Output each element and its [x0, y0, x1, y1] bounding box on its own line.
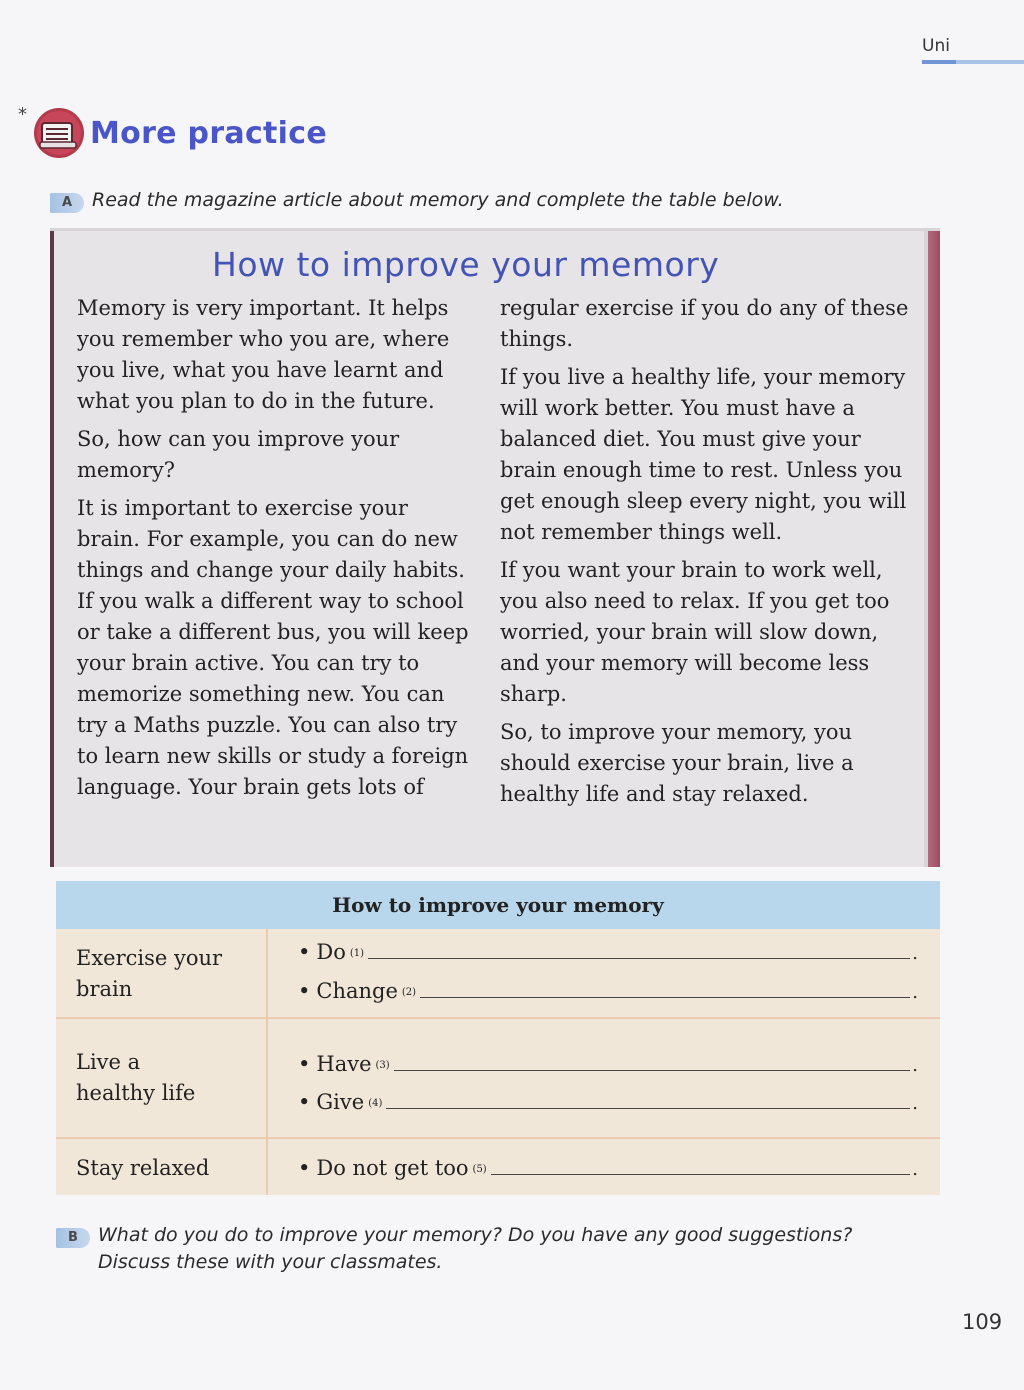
- item-text: Do not get too: [316, 1156, 469, 1180]
- answer-blank-5[interactable]: [491, 1154, 911, 1175]
- book-icon: [32, 106, 86, 160]
- answer-blank-2[interactable]: [420, 977, 910, 998]
- answer-blank-3[interactable]: [394, 1050, 911, 1071]
- bullet: •: [298, 979, 311, 1003]
- category-line: Stay relaxed: [76, 1156, 210, 1180]
- blank-number: (5): [472, 1164, 487, 1175]
- page-number: 109: [962, 1310, 1003, 1334]
- task-b-instruction: What do you do to improve your memory? Do you have any good suggestions? Discuss these with your classmates.: [98, 1224, 853, 1273]
- task-b-badge: B: [56, 1228, 90, 1248]
- item-end: .: [912, 1055, 918, 1076]
- table-category: [76, 1047, 195, 1109]
- item-end: .: [912, 943, 918, 964]
- unit-tab: Uni: [922, 36, 950, 56]
- article-panel: [50, 228, 940, 867]
- section-title: More practice: [90, 116, 328, 151]
- article-paragraph: It is important to exercise your brain. For example, you can do new things and change your daily habits. If you walk a different way to school or take a different bus, you will keep your brain active. You can try to memorize something new. You can try a Maths puzzle. You can also try to learn new skills or study a foreign language. Your brain gets lots of: [77, 496, 469, 799]
- category-line: Live a: [76, 1050, 141, 1074]
- bullet: •: [298, 1156, 311, 1180]
- bullet: •: [298, 1052, 311, 1076]
- section-star: *: [18, 104, 27, 125]
- table-row: [56, 1017, 940, 1139]
- item-text: Change: [316, 979, 398, 1003]
- item-end: .: [912, 982, 918, 1003]
- blank-number: (4): [368, 1098, 383, 1109]
- blank-number: (3): [375, 1060, 390, 1071]
- article-right-column: [500, 293, 910, 817]
- table-row: [56, 1137, 940, 1197]
- category-line: brain: [76, 977, 133, 1001]
- item-text: Give: [316, 1090, 365, 1114]
- task-a-instruction: Read the magazine article about memory and complete the table below.: [92, 189, 784, 211]
- unit-tab-underline: [922, 60, 1024, 64]
- blank-number: (2): [401, 987, 417, 998]
- article-paragraph: regular exercise if you do any of these things.: [500, 296, 909, 351]
- item-text: Do: [316, 940, 346, 964]
- article-title: How to improve your memory: [212, 245, 720, 284]
- article-paragraph: If you want your brain to work well, you also need to relax. If you get too worried, your brain will slow down, and your memory will become less sharp.: [500, 558, 890, 706]
- table-category: [76, 943, 222, 1005]
- article-paragraph: So, to improve your memory, you should exercise your brain, live a healthy life and stay relaxed.: [500, 720, 854, 806]
- table-item-2: [298, 976, 918, 1007]
- article-paragraph: Memory is very important. It helps you remember who you are, where you live, what you have learnt and what you plan to do in the future.: [77, 296, 450, 413]
- answer-blank-4[interactable]: [386, 1088, 910, 1109]
- task-a-badge: A: [50, 193, 84, 213]
- table-row: [56, 929, 940, 1017]
- category-line: Exercise your: [76, 946, 223, 970]
- table-category: [76, 1153, 209, 1184]
- category-line: healthy life: [76, 1081, 196, 1105]
- table-item-5: [298, 1153, 918, 1184]
- blank-number: (1): [349, 948, 365, 959]
- bullet: •: [298, 940, 311, 964]
- table-item-1: [298, 937, 918, 968]
- answer-blank-1[interactable]: [368, 938, 910, 959]
- item-end: .: [912, 1159, 918, 1180]
- item-end: .: [912, 1093, 918, 1114]
- table-item-3: [298, 1049, 918, 1080]
- table-item-4: [298, 1087, 918, 1118]
- article-left-column: [77, 293, 477, 810]
- article-paragraph: If you live a healthy life, your memory will work better. You must have a balanced diet. You must give your brain enough time to rest. Unless you get enough sleep every night, you will not remember things well.: [500, 365, 907, 544]
- article-paragraph: So, how can you improve your memory?: [77, 427, 400, 482]
- memory-table: [56, 881, 940, 1195]
- bullet: •: [298, 1090, 311, 1114]
- table-heading: How to improve your memory: [56, 881, 940, 929]
- item-text: Have: [316, 1052, 372, 1076]
